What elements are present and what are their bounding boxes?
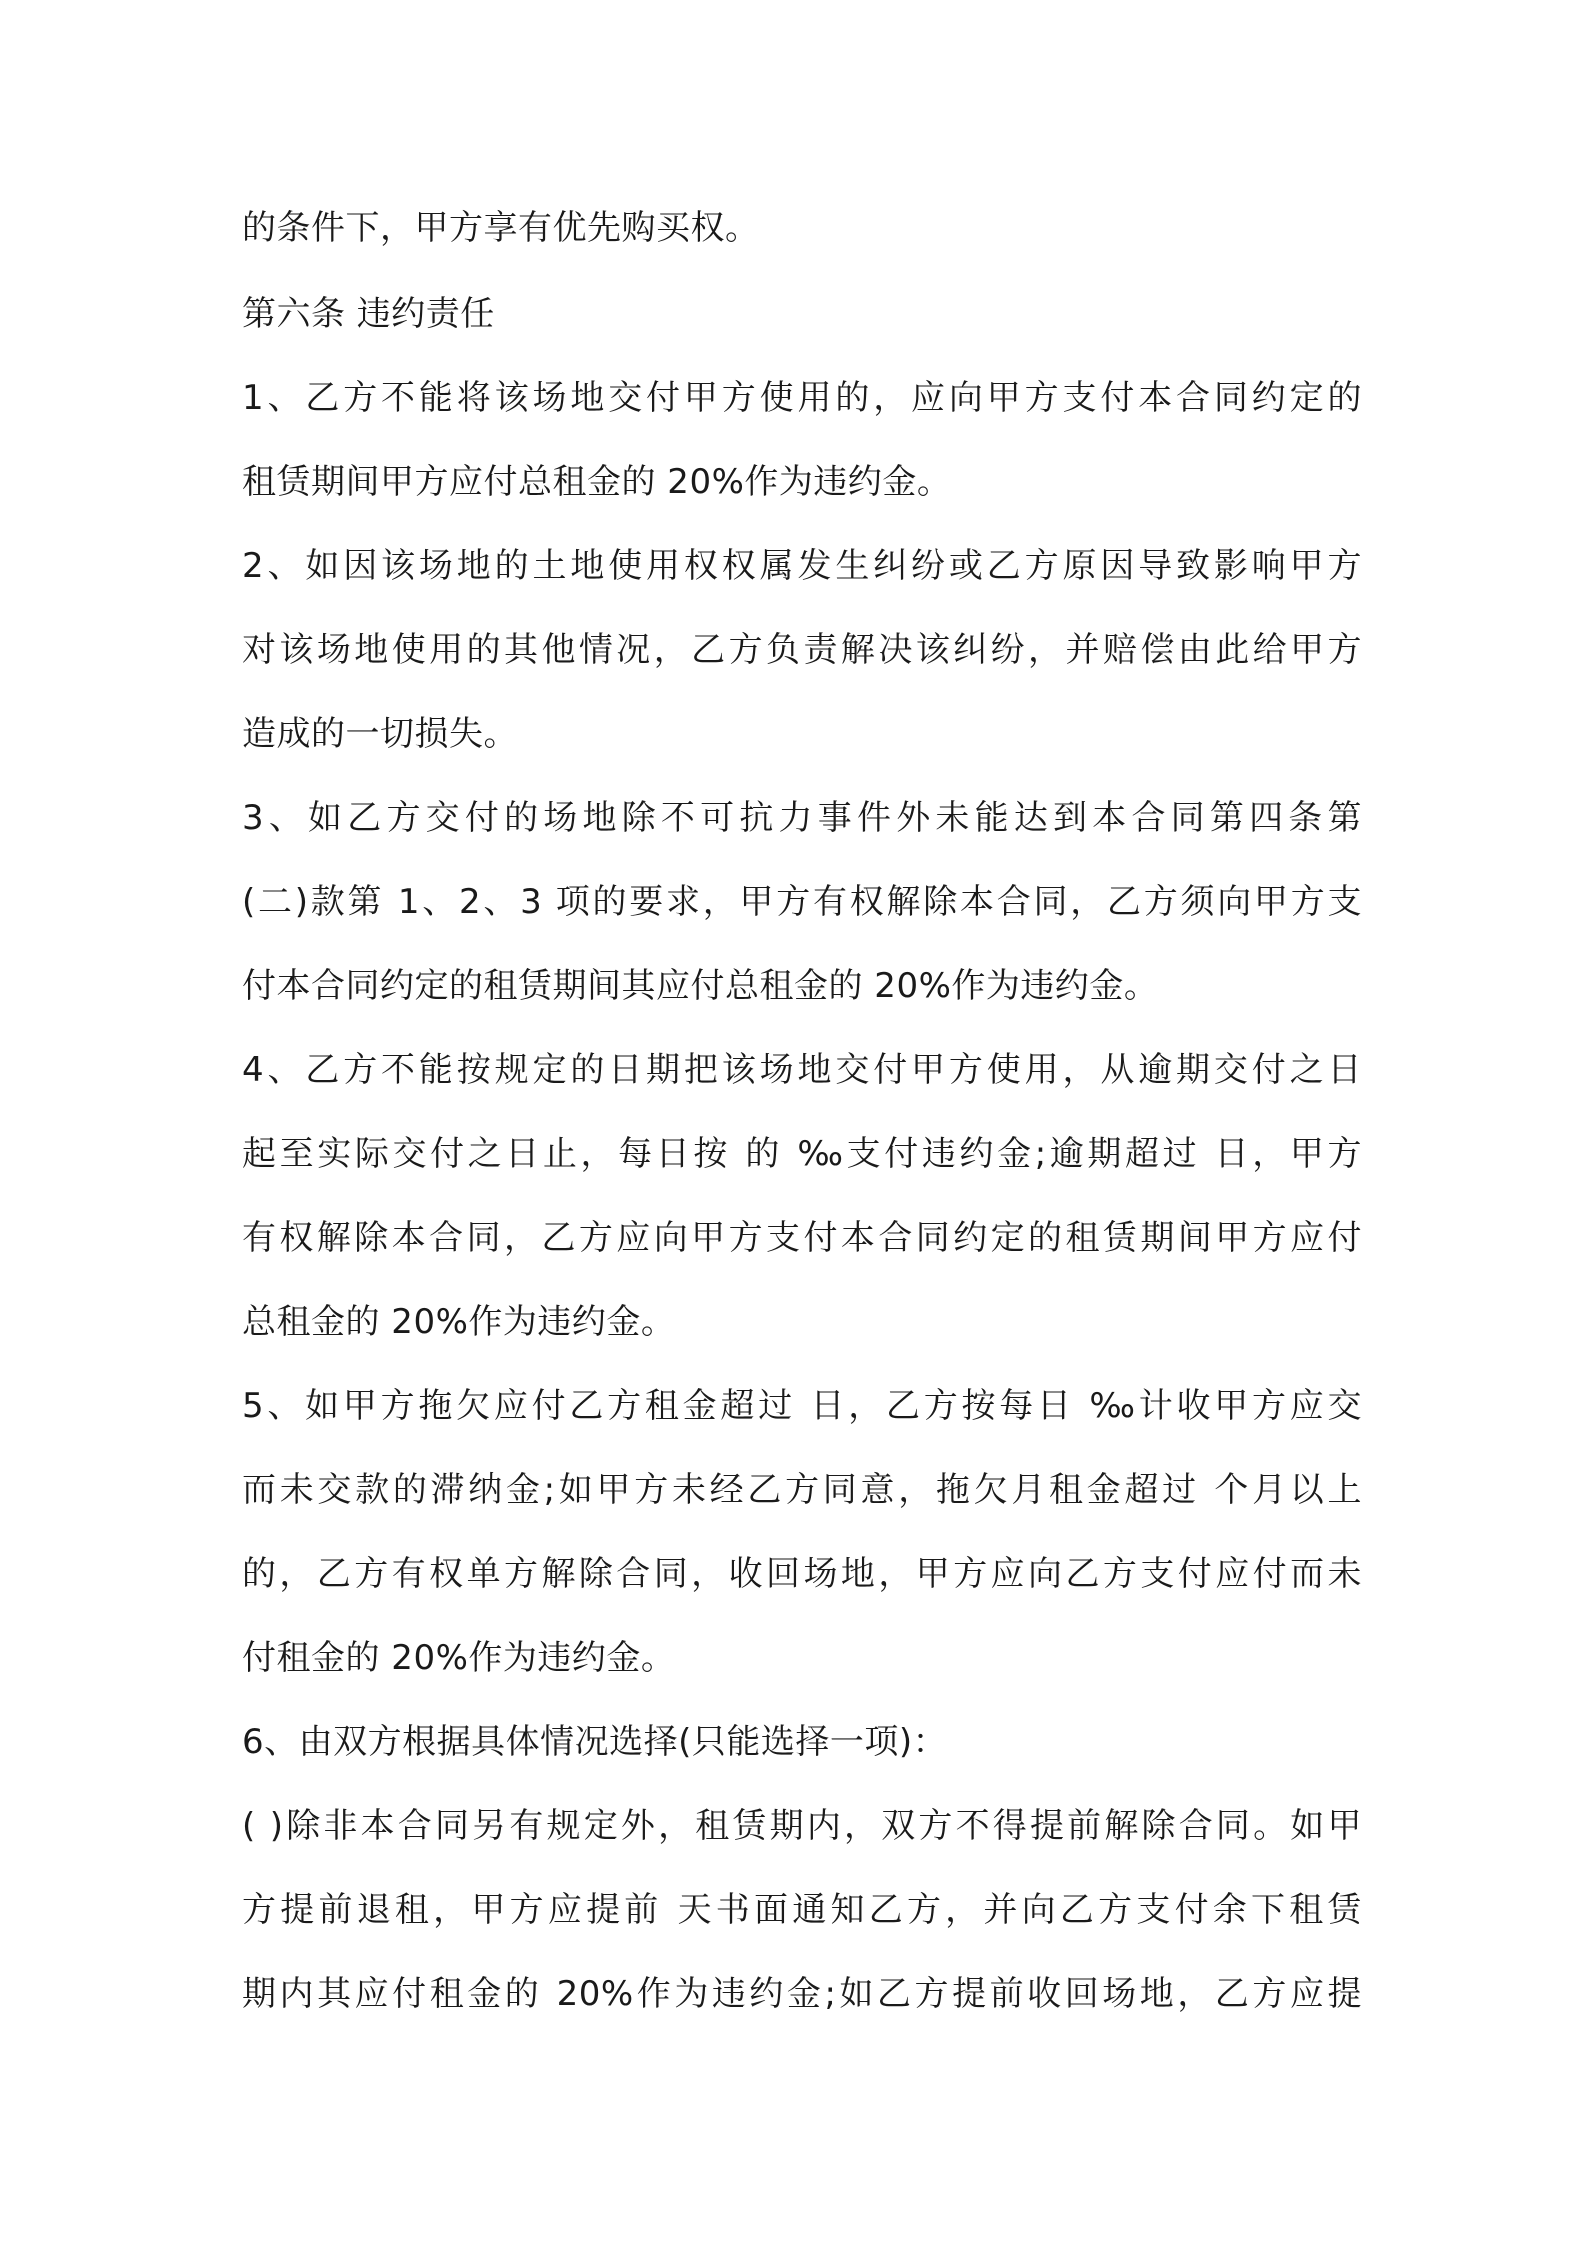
text-line-10: 付本合同约定的租赁期间其应付总租金的 20%作为违约金。	[242, 966, 1159, 1006]
text-line-14: 总租金的 20%作为违约金。	[242, 1302, 676, 1342]
text-line-5: 2、如因该场地的土地使用权权属发生纠纷或乙方原因导致影响甲方	[242, 546, 1362, 586]
text-line-12: 起至实际交付之日止，每日按 的 ‰支付违约金;逾期超过 日，甲方	[242, 1134, 1362, 1174]
text-line-6: 对该场地使用的其他情况，乙方负责解决该纠纷，并赔偿由此给甲方	[242, 630, 1362, 670]
text-line-13: 有权解除本合同，乙方应向甲方支付本合同约定的租赁期间甲方应付	[242, 1218, 1362, 1258]
text-line-16: 而未交款的滞纳金;如甲方未经乙方同意，拖欠月租金超过 个月以上	[242, 1470, 1362, 1510]
text-line-9: (二)款第 1、2、3 项的要求，甲方有权解除本合同，乙方须向甲方支	[242, 882, 1362, 922]
text-line-18: 付租金的 20%作为违约金。	[242, 1638, 676, 1678]
text-line-17: 的，乙方有权单方解除合同，收回场地，甲方应向乙方支付应付而未	[242, 1554, 1362, 1594]
text-line-20: ( )除非本合同另有规定外，租赁期内，双方不得提前解除合同。如甲	[242, 1806, 1362, 1846]
text-line-11: 4、乙方不能按规定的日期把该场地交付甲方使用，从逾期交付之日	[242, 1050, 1362, 1090]
text-line-7: 造成的一切损失。	[242, 714, 518, 754]
text-line-15: 5、如甲方拖欠应付乙方租金超过 日，乙方按每日 ‰计收甲方应交	[242, 1386, 1362, 1426]
text-line-8: 3、如乙方交付的场地除不可抗力事件外未能达到本合同第四条第	[242, 798, 1362, 838]
text-line-3: 1、乙方不能将该场地交付甲方使用的，应向甲方支付本合同约定的	[242, 378, 1362, 418]
text-line-21: 方提前退租，甲方应提前 天书面通知乙方，并向乙方支付余下租赁	[242, 1890, 1362, 1930]
text-line-4: 租赁期间甲方应付总租金的 20%作为违约金。	[242, 462, 952, 502]
text-line-1: 的条件下，甲方享有优先购买权。	[242, 208, 760, 248]
text-line-22: 期内其应付租金的 20%作为违约金;如乙方提前收回场地，乙方应提	[242, 1974, 1362, 2014]
text-line-19: 6、由双方根据具体情况选择(只能选择一项)：	[242, 1722, 948, 1762]
section-heading: 第六条 违约责任	[242, 294, 495, 334]
